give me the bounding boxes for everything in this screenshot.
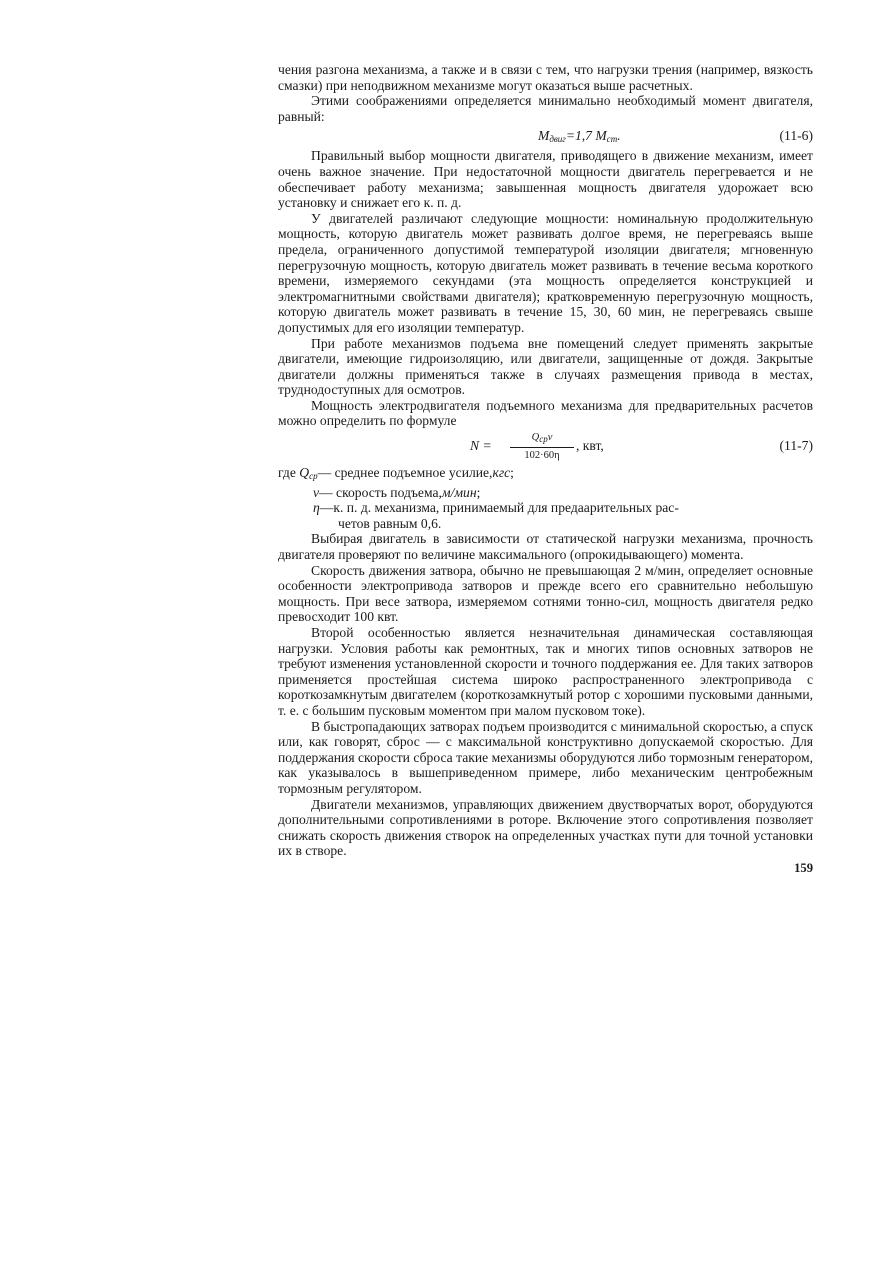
paragraph-8: Скорость движения затвора, обычно не превышающая 2 м/мин, определяет основные особенности электропривода затворов и прежде всего его сравнительно небольшую мощность. При весе затвора, измеряемом сотнями тонно-сил, мощность двигателя редко превосходит 100 квт. — [278, 562, 813, 625]
paragraph-3: Правильный выбор мощности двигателя, приводящего в движение механизм, имеет очень важное значение. При недостаточной мощности двигатель перегревается и не обеспечивает работу механизма; завышенная мощность двигателя удорожает всю установку и снижает его к. п. д. — [278, 148, 813, 211]
page-body — [278, 62, 813, 877]
formula-11-7-number: (11-7) — [779, 438, 813, 454]
paragraph-7: Выбирая двигатель в зависимости от статической нагрузки механизма, прочность двигателя проверяют по величине максимального (опрокидывающего) момента. — [278, 531, 813, 563]
definition-v: v — скорость подъема, м/мин ; — [313, 484, 481, 500]
paragraph-2: Этими соображениями определяется минимально необходимый момент двигателя, равный: — [278, 93, 813, 124]
formula-11-6-number: (11-6) — [779, 128, 813, 144]
definition-q: где $Q_{ср}$ — среднее подъемное усилие, кгс ; — [278, 465, 514, 482]
formula-11-7-lhs: N = — [470, 438, 492, 454]
formula-11-6-expression: $M_{двиг}=1,7$ $M_{ст}$. — [538, 128, 621, 145]
formula-11-7 — [278, 431, 813, 465]
fraction-denominator: 102·60η — [524, 450, 560, 462]
fraction-numerator: $Q_{ср}v$ — [510, 431, 574, 448]
definition-eta: η —к. п. д. механизма, принимаемый для предаарительных рас- — [313, 500, 679, 516]
page-footer — [278, 859, 813, 877]
formula-11-6 — [278, 126, 813, 146]
paragraph-4: У двигателей различают следующие мощности: номинальную продолжительную мощность, которую двигатель может развивать долгое время, не перегреваясь выше предела, ограниченного допустимой температурой изоляции двигателя; мгновенную перегрузочную мощность, которую двигатель может развивать в течение весьма короткого времени, измеряемого секундами (эта мощность определяется конструкцией и электромагнитными свойствами двигателя); кратковременную перегрузочную мощность, которую двигатель может развивать в течение 15, 30, 60 мин, не перегреваясь свыше допустимых для его изоляции температур. — [278, 210, 813, 335]
paragraph-9: Второй особенностью является незначительная динамическая составляющая нагрузки. Условия работы как ремонтных, так и многих типов основных затворов не требуют изменения установленной скорости и точного поддержания ее. Для таких затворов применяется простейшая система широко распространенного электропривода с короткозамкнутым двигателем (короткозамкнутый ротор с хорошими пусковыми данными, т. е. с большим пусковым моментом при малом пусковом токе). — [278, 625, 813, 718]
definition-eta-continued: четов равным 0,6. — [338, 515, 442, 531]
paragraph-11: Двигатели механизмов, управляющих движением двустворчатых ворот, оборудуются дополнительными сопротивлениями в роторе. Включение этого сопротивления позволяет снижать скорость движения створок на определенных участках пути для точной установки их в створе. — [278, 796, 813, 859]
formula-11-7-unit: , квт, — [576, 438, 604, 454]
paragraph-5: При работе механизмов подъема вне помещений следует применять закрытые двигатели, имеющие гидроизоляцию, или двигатели, защищенные от дождя. Закрытые двигатели должны применяться также в случаях размещения привода в местах, труднодоступных для осмотров. — [278, 335, 813, 398]
paragraph-10: В быстропадающих затворах подъем производится с минимальной скоростью, а спуск или, как говорят, сброс — с максимальной конструктивно допускаемой скоростью. Для поддержания скорости сброса такие механизмы оборудуются либо тормозным генератором, как указывалось в вышеприведенном примере, либо механическим центробежным тормозным регулятором. — [278, 718, 813, 796]
formula-11-7-fraction — [510, 431, 574, 462]
paragraph-1: чения разгона механизма, а также и в связи с тем, что нагрузки трения (например, вязкость смазки) при неподвижном механизме могут оказаться выше расчетных. — [278, 62, 813, 93]
page-number: 159 — [794, 860, 813, 875]
paragraph-6: Мощность электродвигателя подъемного механизма для предварительных расчетов можно определить по формуле — [278, 397, 813, 429]
symbol-definitions — [278, 465, 813, 531]
